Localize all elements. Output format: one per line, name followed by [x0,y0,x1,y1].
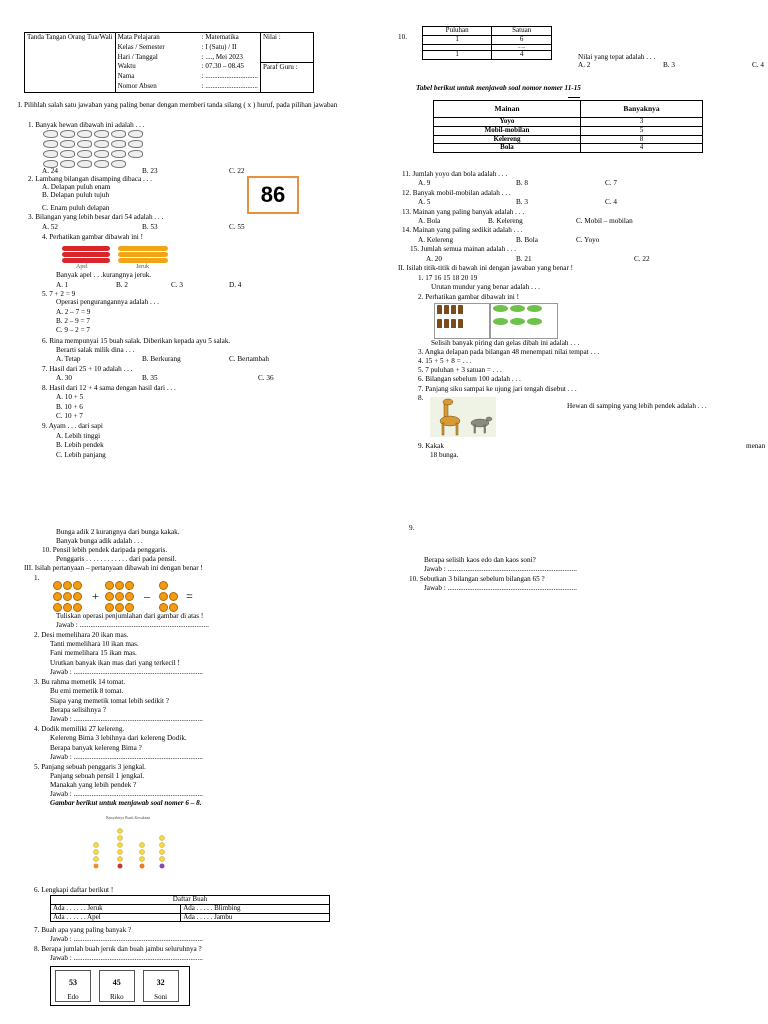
shirt-number: 45 [112,978,121,987]
orange-label: Jeruk [136,264,149,270]
q9-c: C. Lebih panjang [56,451,106,459]
q6-c: C. Bertambah [229,355,269,363]
q2-text: 2. Lambang bilangan disamping dibaca . . . [28,175,152,183]
iii8-jawab: Jawab : ........................................................................ [50,954,203,962]
q3-b: B. 53 [142,223,158,231]
iii2-l3: Fani memelihara 15 ikan mas. [50,649,137,657]
nilai-box: Nilai : [261,33,314,63]
apple-label: Apel [76,264,88,270]
iii3-l1: 3. Bu rahma memetik 14 tomat. [34,678,126,686]
q4-a: A. 1 [56,281,69,289]
value-subject: : Matematika [200,33,261,43]
dots-cell: ...... [492,44,552,51]
iii5-l1: 5. Panjang sebuah penggaris 3 jengkal. [34,763,146,771]
value-class: : I (Satu) / II [201,42,237,51]
value-date: : ...., Mei 2023 [201,52,243,61]
value-name: : .............................. [201,72,258,81]
q6-text: 6. Rina mempunyai 15 buah salak. Diberikan kepada ayu 5 salak. [42,337,231,345]
p2-q9-jawab: Jawab : ........................................................................ [424,565,577,573]
q11-a: A. 9 [418,179,431,187]
ii5-text: 5. 7 puluhan + 3 satuan = . . . [418,366,502,374]
q12-b: B. 3 [516,198,528,206]
q7-c: C. 36 [258,374,274,382]
iii3-jawab: Jawab : ........................................................................ [50,715,203,723]
q8-b: B. 10 + 6 [56,403,83,411]
ii8-num: 8. [418,394,424,402]
q10-c: C. 4 [752,61,764,69]
p2-l3: 10. Pensil lebih pendek daripada penggaris. [42,546,168,554]
section-i-title: I. Pilihlah salah satu jawaban yang paling benar dengan memberi tanda silang ( x ) huruf, pada pilihan jawaban [18,101,338,109]
ii9-sub: 18 bunga. [430,451,459,459]
shirt-name: Riko [109,993,124,1002]
divider [568,97,580,98]
q7-text: 7. Hasil dari 25 + 10 adalah . . . [42,365,133,373]
plates-image [490,303,558,339]
oranges-group-1 [52,581,92,614]
iii4-jawab: Jawab : ........................................................................ [50,753,203,761]
q5-b: B. 2 – 9 = 7 [56,317,91,325]
iii2-l2: Tanti memelihara 10 ikan mas. [50,640,139,648]
cell-puluhan-2: 1 [423,51,492,60]
toy-row-value: 3 [580,118,702,127]
p2-q9-num: 9. [409,524,415,532]
q14-a: A. Kelereng [418,236,454,244]
q15-text: 15. Jumlah semua mainan adalah . . . [410,245,516,253]
iii2-jawab: Jawab : ........................................................................ [50,668,203,676]
q4-d: D. 4 [229,281,242,289]
parent-signature: Tanda Tangan Orang Tua/Wali [25,33,116,93]
p2-l1: Bunga adik 2 kurangnya dari bunga kakak. [56,528,180,536]
img-note: Gambar berikut untuk menjawab soal nomer 6 – 8. [50,799,202,807]
q8-text: 8. Hasil dari 12 + 4 sama dengan hasil dari . . . [42,384,176,392]
section-iii-title: III. Isilah pertanyaan – pertanyaan dibawah ini dengan benar ! [24,564,203,572]
toy-row-value: 8 [580,135,702,144]
iii3-l2: Bu emi memetik 8 tomat. [50,687,124,695]
shirts-image [50,966,190,1006]
shirt-number: 53 [69,978,77,987]
toy-table [433,100,703,153]
toy-row-name: Kelereng [434,135,581,144]
toy-header-count: Banyaknya [580,101,702,118]
orange-image [118,246,168,266]
q4-sub: Banyak apel . . .kurangnya jeruk. [56,271,152,279]
oranges-group-3 [158,581,182,614]
iii5-l3: Manakah yang lebih pendek ? [50,781,137,789]
giraffe-goat-image [430,397,496,437]
header-table [24,32,314,93]
iii4-l2: Kelereng Bima 3 lebihnya dari kelereng Dodik. [50,734,187,742]
shirt-soni [143,970,179,1002]
ii9-text: 9. Kakak [418,442,444,450]
fruit-list-table [50,895,330,922]
q1-c: C. 22 [229,167,245,175]
q8-a: A. 10 + 5 [56,393,84,401]
q2-c: C. Enam puluh delapan [42,204,110,212]
iii7-text: 7. Buah apa yang paling banyak ? [34,926,132,934]
plus-sign: + [92,589,99,603]
iii1-jawab: Jawab : ........................................................................ [56,621,209,629]
q5-c: C. 9 – 2 = 7 [56,326,91,334]
header-puluhan: Puluhan [423,27,492,36]
fruit-starfruit-cell: Ada . . . . . Blimbing [181,904,330,913]
iii3-l3: Siapa yang memetik tomat lebih sedikit ? [50,697,169,705]
glasses-image [434,303,490,339]
label-name: Nama [117,72,135,81]
cell-puluhan-1: 1 [423,35,492,44]
q10-num: 10. [398,33,407,41]
toy-header-name: Mainan [434,101,581,118]
minus-sign: – [144,589,150,603]
q14-text: 14. Mainan yang paling sedikit adalah . . . [402,226,523,234]
q11-b: B. 8 [516,179,528,187]
ii2-text: 2. Perhatikan gambar dibawah ini ! [418,293,519,301]
q8-c: C. 10 + 7 [56,412,83,420]
q12-c: C. 4 [605,198,617,206]
label-date: Hari / Tanggal [117,52,158,61]
q12-a: A. 5 [418,198,431,206]
q6-a: A. Tetap [56,355,81,363]
q13-text: 13. Mainan yang paling banyak adalah . . . [402,208,525,216]
iii7-jawab: Jawab : ........................................................................ [50,935,203,943]
q4-text: 4. Perhatikan gambar dibawah ini ! [42,233,143,241]
q14-b: B. Bola [516,236,538,244]
value-time: : 07.30 – 08.45 [201,62,244,71]
equal-sign: = [186,589,193,603]
label-absen: Nomor Absen [115,82,200,92]
q10-b: B. 3 [663,61,675,69]
q9-text: 9. Ayam . . . dari sapi [42,422,103,430]
q5-a: A. 2 – 7 = 9 [56,308,91,316]
fish-image [42,130,152,170]
q13-c: C. Mobil – mobilan [576,217,633,225]
q5-text: 5. 7 + 2 = 9 [42,290,76,298]
ii9-right: menan [746,442,766,450]
fruit-apple-cell: Ada . . . . . . Apel [51,913,181,922]
q3-a: A. 52 [42,223,58,231]
iii5-l2: Panjang sebuah pensil 1 jengkal. [50,772,145,780]
q14-c: C. Yoyo [576,236,600,244]
q13-a: A. Bola [418,217,441,225]
value-absen: : .............................. [200,82,261,92]
pictograph-image [90,823,180,869]
iii1-num: 1. [34,574,40,582]
q12-text: 12. Banyak mobil-mobilan adalah . . . [402,189,511,197]
apple-image [62,246,110,266]
section-ii-title: II. Isilah titik-titik di bawah ini dengan jawaban yang benar ! [398,264,574,272]
header-satuan: Satuan [492,27,552,36]
fruit-orange-cell: Ada . . . . . . Jeruk [51,904,181,913]
p2-q10-text: 10. Sebutkan 3 bilangan sebelum bilangan 65 ? [409,575,545,583]
q3-c: C. 55 [229,223,245,231]
cell-satuan-2: 4 [492,51,552,60]
shirt-name: Edo [67,993,79,1002]
cell-satuan-1: 6 [492,35,552,44]
q5-sub: Operasi pengurangannya adalah . . . [56,298,159,306]
q2-a: A. Delapan puluh enam [42,183,111,191]
paraf-box: Paraf Guru : [261,62,314,92]
q13-b: B. Kelereng [488,217,523,225]
q4-b: B. 2 [116,281,128,289]
toy-row-name: Bola [434,144,581,153]
p2-q9-text: Berapa selisih kaos edo dan kaos soni? [424,556,536,564]
iii8-text: 8. Berapa jumlah buah jeruk dan buah jambu seluruhnya ? [34,945,202,953]
label-time: Waktu [117,62,136,71]
q15-a: A. 20 [426,255,442,263]
ii2-sub: Selisih banyak piring dan gelas dibah ini adalah . . . [431,339,580,347]
fruit-guava-cell: Ada . . . . . Jambu [181,913,330,922]
pictograph-title: Banyaknya Buah Kesukaan [106,815,151,820]
iii2-l4: Urutkan banyak ikan mas dari yang terkecil ! [50,659,180,667]
table-title: Tabel berikut untuk menjawab soal nomor nomer 11-15 [416,84,581,92]
q3-text: 3. Bilangan yang lebih besar dari 54 adalah . . . [28,213,164,221]
q1-a: A. 24 [42,167,58,175]
ii6-text: 6. Bilangan sebelum 100 adalah . . . [418,375,521,383]
q10-a: A. 2 [578,61,591,69]
iii6-text: 6. Lengkapi daftar berikut ! [34,886,114,894]
toy-row-value: 5 [580,126,702,135]
iii5-jawab: Jawab : ........................................................................ [50,790,203,798]
ii4-text: 4. 15 + 5 + 8 = . . . [418,357,472,365]
q15-c: C. 22 [634,255,650,263]
p2-q10-jawab: Jawab : ........................................................................ [424,584,577,592]
iii3-l4: Berapa selisihnya ? [50,706,106,714]
ii1-sub: Urutan mundur yang benar adalah . . . [431,283,540,291]
ii1-text: 1. 17 16 15 18 20 19 [418,274,478,282]
q7-a: A. 30 [56,374,72,382]
q11-text: 11. Jumlah yoyo dan bola adalah . . . [402,170,508,178]
q1-text: 1. Banyak hewan dibawah ini adalah . . . [28,121,145,129]
iii4-l3: Berapa banyak kelereng Bima ? [50,744,142,752]
ii3-text: 3. Angka delapan pada bilangan 48 menempati nilai tempat . . . [418,348,600,356]
shirt-number: 32 [156,978,165,987]
place-value-table [422,26,552,60]
score-number-box: 86 [247,176,299,214]
p2-l4: Penggaris . . . . . . . . . . . . dari pada pensil. [56,555,177,563]
q11-c: C. 7 [605,179,617,187]
shirt-edo [55,970,91,1002]
ii7-text: 7. Panjang siku sampai ke ujung jari tengah disebut . . . [418,385,577,393]
oranges-group-2 [104,581,144,614]
q15-b: B. 21 [516,255,532,263]
q6-sub: Berarti salak milik dina . . . [56,346,135,354]
q9-b: B. Lebih pendek [56,441,104,449]
fruit-list-title: Daftar Buah [51,896,330,905]
shirt-name: Soni [154,993,168,1002]
q1-b: B. 23 [142,167,158,175]
q10-text: Nilai yang tepat adalah . . . [578,53,656,61]
q9-a: A. Lebih tinggi [56,432,101,440]
iii4-l1: 4. Dodik memiliki 27 kelereng. [34,725,125,733]
q4-c: C. 3 [171,281,183,289]
toy-row-value: 4 [580,144,702,153]
p2-l2: Banyak bunga adik adalah . . . [56,537,143,545]
q7-b: B. 35 [142,374,158,382]
toy-row-name: Mobil-mobilan [434,126,581,135]
shirt-riko [99,970,135,1002]
q2-b: B. Delapan puluh tujuh [42,191,110,199]
q6-b: B. Berkurang [142,355,181,363]
label-class: Kelas / Semester [117,42,165,51]
iii1-text: Tuliskan operasi penjumlahan dari gambar di atas ! [56,612,204,620]
iii2-l1: 2. Desi memelihara 20 ikan mas. [34,631,129,639]
label-subject: Mata Pelajaran [115,33,200,43]
toy-row-name: Yoyo [434,118,581,127]
ii8-text: Hewan di samping yang lebih pendek adalah . . . [567,402,707,410]
